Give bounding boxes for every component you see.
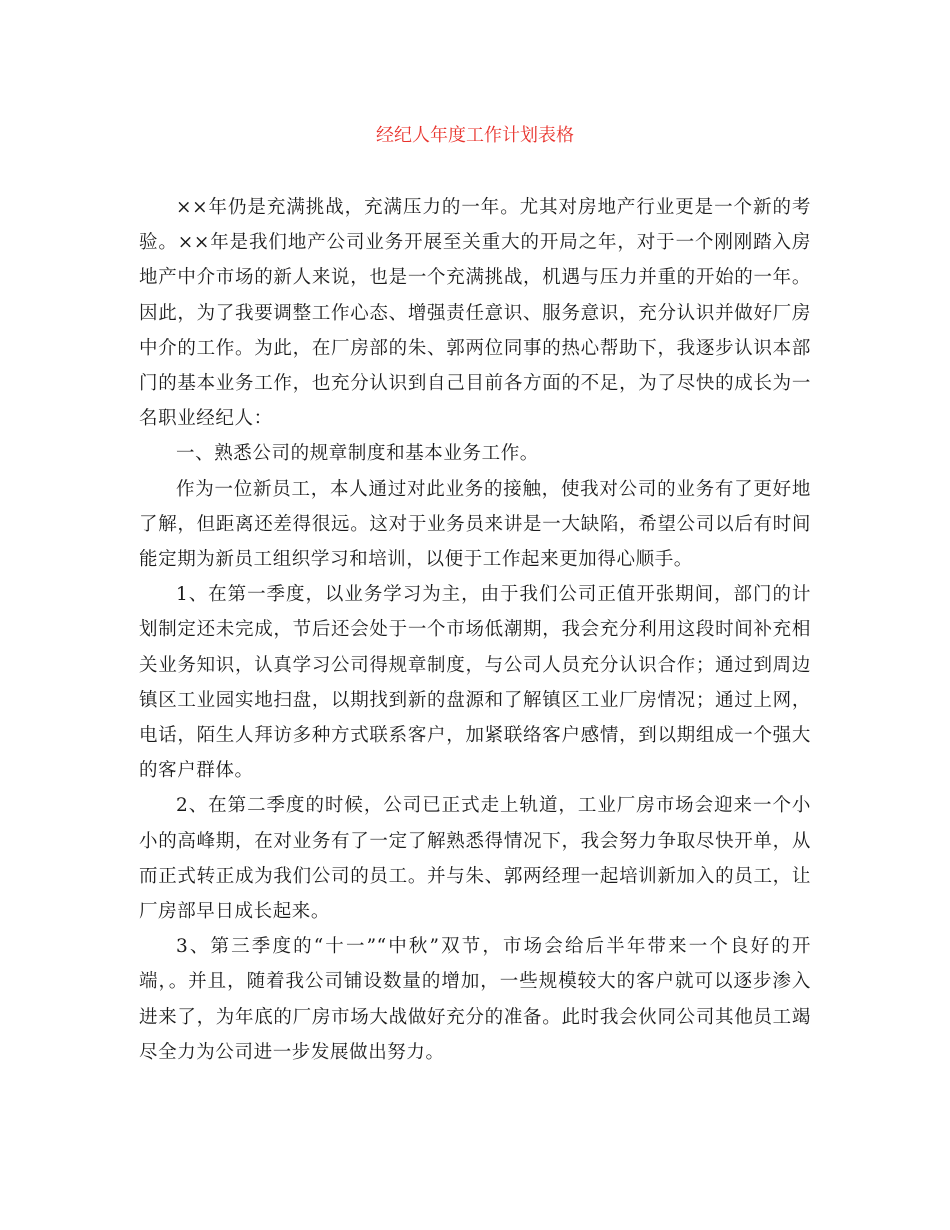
paragraph-new-employee: 作为一位新员工，本人通过对此业务的接触，使我对公司的业务有了更好地了解，但距离还差得很远。这对于业务员来讲是一大缺陷，希望公司以后有时间能定期为新员工组织学习和培训，以便于工作起来更加得心顺手。: [139, 478, 811, 571]
paragraph-first-quarter: 1、在第一季度，以业务学习为主，由于我们公司正值开张期间，部门的计划制定还未完成，节后还会处于一个市场低潮期，我会充分利用这段时间补充相关业务知识，认真学习公司得规章制度，与公司人员充分认识合作；通过到周边镇区工业园实地扫盘，以期找到新的盘源和了解镇区工业厂房情况；通过上网，电话，陌生人拜访多种方式联系客户，加紧联络客户感情，到以期组成一个强大的客户群体。: [139, 584, 811, 782]
paragraph-third-quarter: 3、第三季度的“十一”“中秋”双节，市场会给后半年带来一个良好的开端，。并且，随着我公司铺设数量的增加，一些规模较大的客户就可以逐步渗入进来了，为年底的厂房市场大战做好充分的准备。此时我会伙同公司其他员工竭尽全力为公司进一步发展做出努力。: [139, 936, 811, 1063]
paragraph-section-heading: 一、熟悉公司的规章制度和基本业务工作。: [176, 443, 539, 465]
document-body: [139, 190, 811, 1070]
paragraph-second-quarter: 2、在第二季度的时候，公司已正式走上轨道，工业厂房市场会迎来一个小小的高峰期，在对业务有了一定了解熟悉得情况下，我会努力争取尽快开单，从而正式转正成为我们公司的员工。并与朱、郭两经理一起培训新加入的员工，让厂房部早日成长起来。: [139, 795, 811, 923]
paragraph-intro: ××年仍是充满挑战，充满压力的一年。尤其对房地产行业更是一个新的考验。××年是我们地产公司业务开展至关重大的开局之年，对于一个刚刚踏入房地产中介市场的新人来说，也是一个充满挑战，机遇与压力并重的开始的一年。因此，为了我要调整工作心态、增强责任意识、服务意识，充分认识并做好厂房中介的工作。为此，在厂房部的朱、郭两位同事的热心帮助下，我逐步认识本部门的基本业务工作，也充分认识到自己目前各方面的不足，为了尽快的成长为一名职业经纪人：: [139, 197, 811, 430]
document-title: 经纪人年度工作计划表格: [376, 125, 574, 146]
